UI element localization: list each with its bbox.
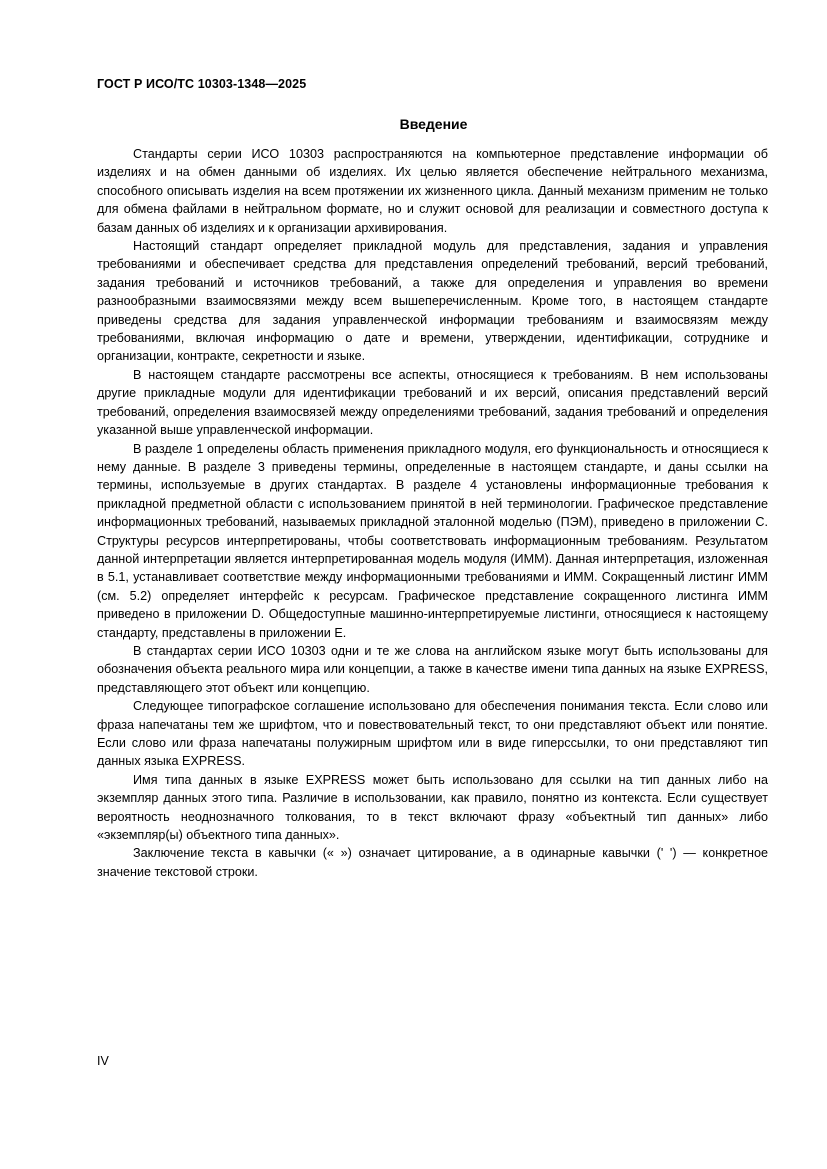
paragraph: Стандарты серии ИСО 10303 распространяются на компьютерное представление информации об изделиях и на обмен данными об изделиях. Их целью является обеспечение нейтрального механизма, способного описывать изделия на всем протяжении их жизненного цикла. Данный механизм применим не только для обмена файлами в нейтральном формате, но и служит основой для реализации и совместного доступа к базам данных об изделиях и к организации архивирования. <box>97 147 768 235</box>
section-title: Введение <box>399 116 468 132</box>
paragraph: Заключение текста в кавычки (« ») означает цитирование, а в одинарные кавычки (' ') — конкретное значение текстовой строки. <box>97 846 768 879</box>
paragraph: Настоящий стандарт определяет прикладной модуль для представления, задания и управления требованиями и обеспечивает средства для представления определений требований, версий требований, задания требований и источников требований, а также для определения и управления во времени разнообразными взаимосвязями между всем вышеперечисленным. Кроме того, в настоящем стандарте приведены средства для задания управленческой информации требованиям и взаимосвязям между требованиями, включая информацию о дате и времени, утверждении, идентификации, сотруднике и организации, контракте, секретности и языке. <box>97 239 768 364</box>
body-text <box>97 145 768 881</box>
document-header: ГОСТ Р ИСО/ТС 10303-1348—2025 <box>97 77 307 91</box>
paragraph: В настоящем стандарте рассмотрены все аспекты, относящиеся к требованиям. В нем использованы другие прикладные модули для идентификации требований и их версий, описания представлений версий требований, определения взаимосвязей между определениями требований, задания требований и определения указанной выше управленческой информации. <box>97 367 768 438</box>
paragraph: В разделе 1 определены область применения прикладного модуля, его функциональность и относящиеся к нему данные. В разделе 3 приведены термины, определенные в настоящем стандарте, и даны ссылки на термины, используемые в других стандартах. В разделе 4 установлены информационные требования к прикладной предметной области с использованием принятой в ней терминологии. Графическое представление информационных требований, называемых прикладной эталонной моделью (ПЭМ), приведено в приложении С. Структуры ресурсов интерпретированы, чтобы соответствовать информационным требованиям. Результатом данной интерпретации является интерпретированная модель модуля (ИММ). Данная интерпретация, изложенная в 5.1, устанавливает соответствие между информационными требованиями и ИММ. Сокращенный листинг ИММ (см. 5.2) определяет интерфейс к ресурсам. Графическое представление сокращенного листинга ИММ приведено в приложении D. Общедоступные машинно-интерпретируемые листинги, относящиеся к настоящему стандарту, представлены в приложении Е. <box>97 441 768 640</box>
paragraph: Следующее типографское соглашение использовано для обеспечения понимания текста. Если слово или фраза напечатаны тем же шрифтом, что и повествовательный текст, то они представляют объект или понятие. Если слово или фраза напечатаны полужирным шрифтом или в виде гиперссылки, то они представляют тип данных языка EXPRESS. <box>97 699 768 769</box>
page-number: IV <box>97 1054 109 1068</box>
paragraph: Имя типа данных в языке EXPRESS может быть использовано для ссылки на тип данных либо на экземпляр данных этого типа. Различие в использовании, как правило, понятно из контекста. Если существует вероятность неоднозначного толкования, то в текст включают фразу «объектный тип данных» либо «экземпляр(ы) объектного типа данных». <box>97 772 768 843</box>
paragraph: В стандартах серии ИСО 10303 одни и те же слова на английском языке могут быть использованы для обозначения объекта реального мира или концепции, а также в качестве имени типа данных на языке EXPRESS, представляющего этот объект или концепцию. <box>97 643 768 695</box>
